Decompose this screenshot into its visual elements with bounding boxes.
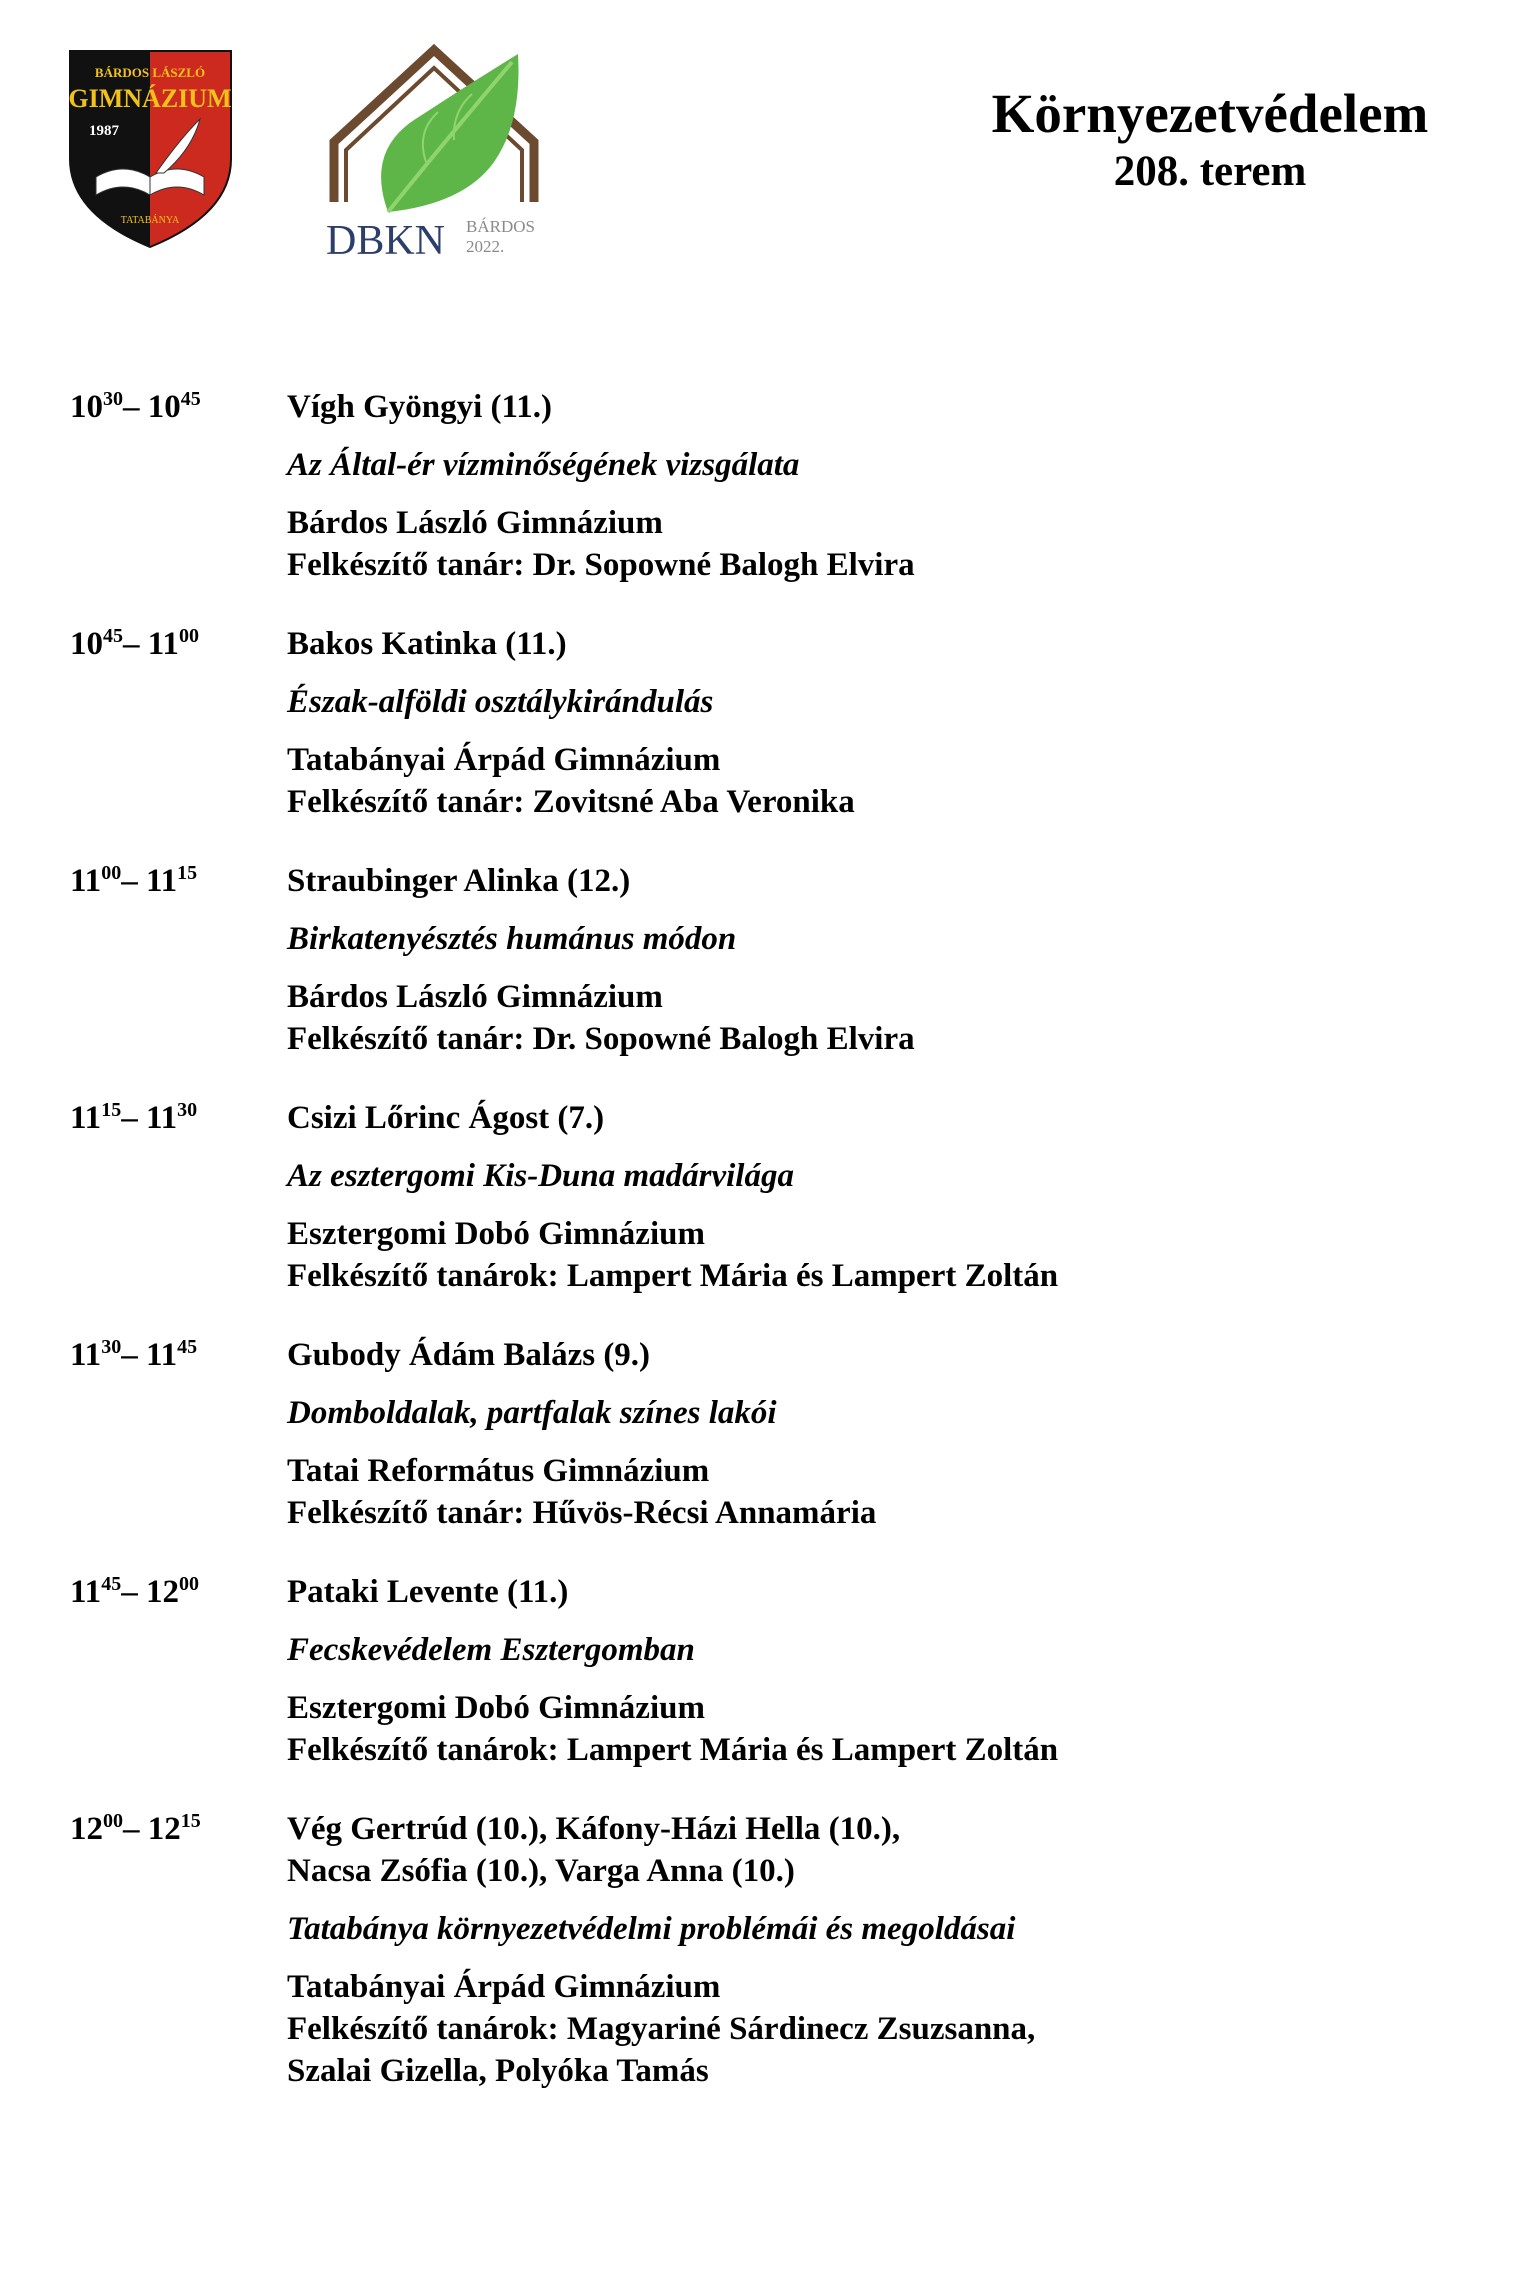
crest-main-text: GIMNÁZIUM <box>68 84 232 113</box>
dbkn-sub1-text: BÁRDOS <box>466 217 535 236</box>
start-hour: 10 <box>70 626 103 662</box>
page-title: Környezetvédelem <box>991 83 1429 144</box>
teacher-line: Szalai Gizella, Polyóka Tamás <box>287 2053 709 2089</box>
end-hour: 11 <box>145 1337 178 1373</box>
teacher-line: Felkészítő tanárok: Lampert Mária és Lampert Zoltán <box>287 1258 1059 1294</box>
end-minute: 15 <box>180 1810 201 1832</box>
page-header <box>860 82 1539 198</box>
end-minute: 00 <box>178 1573 199 1595</box>
presenter-name: Pataki Levente (11.) <box>287 1574 569 1610</box>
start-hour: 11 <box>70 863 102 899</box>
entry-details <box>287 386 1490 586</box>
school-name: Bárdos László Gimnázium <box>287 505 663 541</box>
start-minute: 30 <box>101 1336 122 1358</box>
time-slot <box>70 1097 197 1143</box>
time-dash: – <box>121 1574 146 1610</box>
end-minute: 00 <box>178 625 199 647</box>
schedule-entry <box>70 1097 1490 1297</box>
end-minute: 15 <box>177 862 198 884</box>
start-hour: 11 <box>70 1574 102 1610</box>
entry-details <box>287 1097 1490 1297</box>
school-crest-logo <box>68 49 233 249</box>
entry-details <box>287 860 1490 1060</box>
teacher-line: Felkészítő tanár: Zovitsné Aba Veronika <box>287 784 855 820</box>
time-slot <box>70 1571 199 1617</box>
end-hour: 11 <box>145 863 178 899</box>
end-hour: 12 <box>145 1574 179 1610</box>
end-minute: 45 <box>180 388 201 410</box>
presenter-name: Bakos Katinka (11.) <box>287 626 567 662</box>
school-name: Bárdos László Gimnázium <box>287 979 663 1015</box>
teacher-line: Felkészítő tanár: Hűvös-Récsi Annamária <box>287 1495 877 1531</box>
presentation-title: Domboldalak, partfalak színes lakói <box>287 1395 777 1431</box>
start-hour: 11 <box>70 1100 102 1136</box>
crest-year-text: 1987 <box>89 123 119 139</box>
school-name: Tatai Református Gimnázium <box>287 1453 710 1489</box>
schedule-entry <box>70 1571 1490 1771</box>
room-label: 208. terem <box>1113 148 1307 195</box>
presenter-name: Csizi Lőrinc Ágost (7.) <box>287 1100 605 1136</box>
presenter-name: Nacsa Zsófia (10.), Varga Anna (10.) <box>287 1853 795 1889</box>
dbkn-main-text: DBKN <box>326 218 446 264</box>
schedule-entry <box>70 860 1490 1060</box>
teacher-line: Felkészítő tanárok: Magyariné Sárdinecz Zsuzsanna, <box>287 2011 1036 2047</box>
teacher-line: Felkészítő tanár: Dr. Sopowné Balogh Elvira <box>287 547 915 583</box>
end-minute: 30 <box>177 1099 198 1121</box>
entry-details <box>287 623 1490 823</box>
schedule-list <box>70 386 1490 2129</box>
end-minute: 45 <box>177 1336 198 1358</box>
crest-city-text: TATABÁNYA <box>120 215 180 226</box>
schedule-entry <box>70 1808 1490 2092</box>
start-minute: 00 <box>103 1810 123 1832</box>
end-hour: 12 <box>147 1811 181 1847</box>
start-minute: 00 <box>101 862 122 884</box>
time-slot <box>70 386 201 432</box>
start-hour: 10 <box>70 389 103 425</box>
schedule-entry <box>70 386 1490 586</box>
entry-details <box>287 1808 1490 2092</box>
schedule-entry <box>70 623 1490 823</box>
school-name: Esztergomi Dobó Gimnázium <box>287 1216 705 1252</box>
start-minute: 15 <box>101 1099 122 1121</box>
time-slot <box>70 1334 197 1380</box>
presentation-title: Birkatenyésztés humánus módon <box>287 921 737 957</box>
start-hour: 11 <box>70 1337 102 1373</box>
teacher-line: Felkészítő tanár: Dr. Sopowné Balogh Elvira <box>287 1021 915 1057</box>
time-dash: – <box>121 863 146 899</box>
time-dash: – <box>121 1337 146 1373</box>
presentation-title: Tatabánya környezetvédelmi problémái és megoldásai <box>287 1911 1016 1947</box>
school-name: Tatabányai Árpád Gimnázium <box>287 742 721 778</box>
time-dash: – <box>123 626 148 662</box>
end-hour: 10 <box>147 389 181 425</box>
end-hour: 11 <box>145 1100 178 1136</box>
start-minute: 30 <box>103 388 123 410</box>
start-minute: 45 <box>101 1573 122 1595</box>
crest-top-text: BÁRDOS LÁSZLÓ <box>94 65 206 80</box>
entry-details <box>287 1334 1490 1534</box>
teacher-line: Felkészítő tanárok: Lampert Mária és Lampert Zoltán <box>287 1732 1059 1768</box>
entry-details <box>287 1571 1490 1771</box>
school-name: Tatabányai Árpád Gimnázium <box>287 1969 721 2005</box>
time-slot <box>70 1808 201 1854</box>
presenter-name: Vígh Gyöngyi (11.) <box>287 389 552 425</box>
time-slot <box>70 623 199 669</box>
presenter-name: Gubody Ádám Balázs (9.) <box>287 1337 651 1373</box>
dbkn-sub2-text: 2022. <box>466 237 505 256</box>
time-dash: – <box>121 1100 146 1136</box>
time-dash: – <box>123 1811 148 1847</box>
time-slot <box>70 860 197 906</box>
start-minute: 45 <box>103 625 123 647</box>
end-hour: 11 <box>147 626 179 662</box>
presentation-title: Fecskevédelem Esztergomban <box>287 1632 695 1668</box>
presentation-title: Az esztergomi Kis-Duna madárvilága <box>287 1158 794 1194</box>
schedule-entry <box>70 1334 1490 1534</box>
presenter-name: Straubinger Alinka (12.) <box>287 863 631 899</box>
start-hour: 12 <box>70 1811 103 1847</box>
time-dash: – <box>123 389 148 425</box>
dbkn-logo <box>326 42 556 264</box>
school-name: Esztergomi Dobó Gimnázium <box>287 1690 705 1726</box>
presenter-name: Vég Gertrúd (10.), Káfony-Házi Hella (10.), <box>287 1811 901 1847</box>
presentation-title: Az Által-ér vízminőségének vizsgálata <box>287 447 800 483</box>
presentation-title: Észak-alföldi osztálykirándulás <box>287 684 714 720</box>
